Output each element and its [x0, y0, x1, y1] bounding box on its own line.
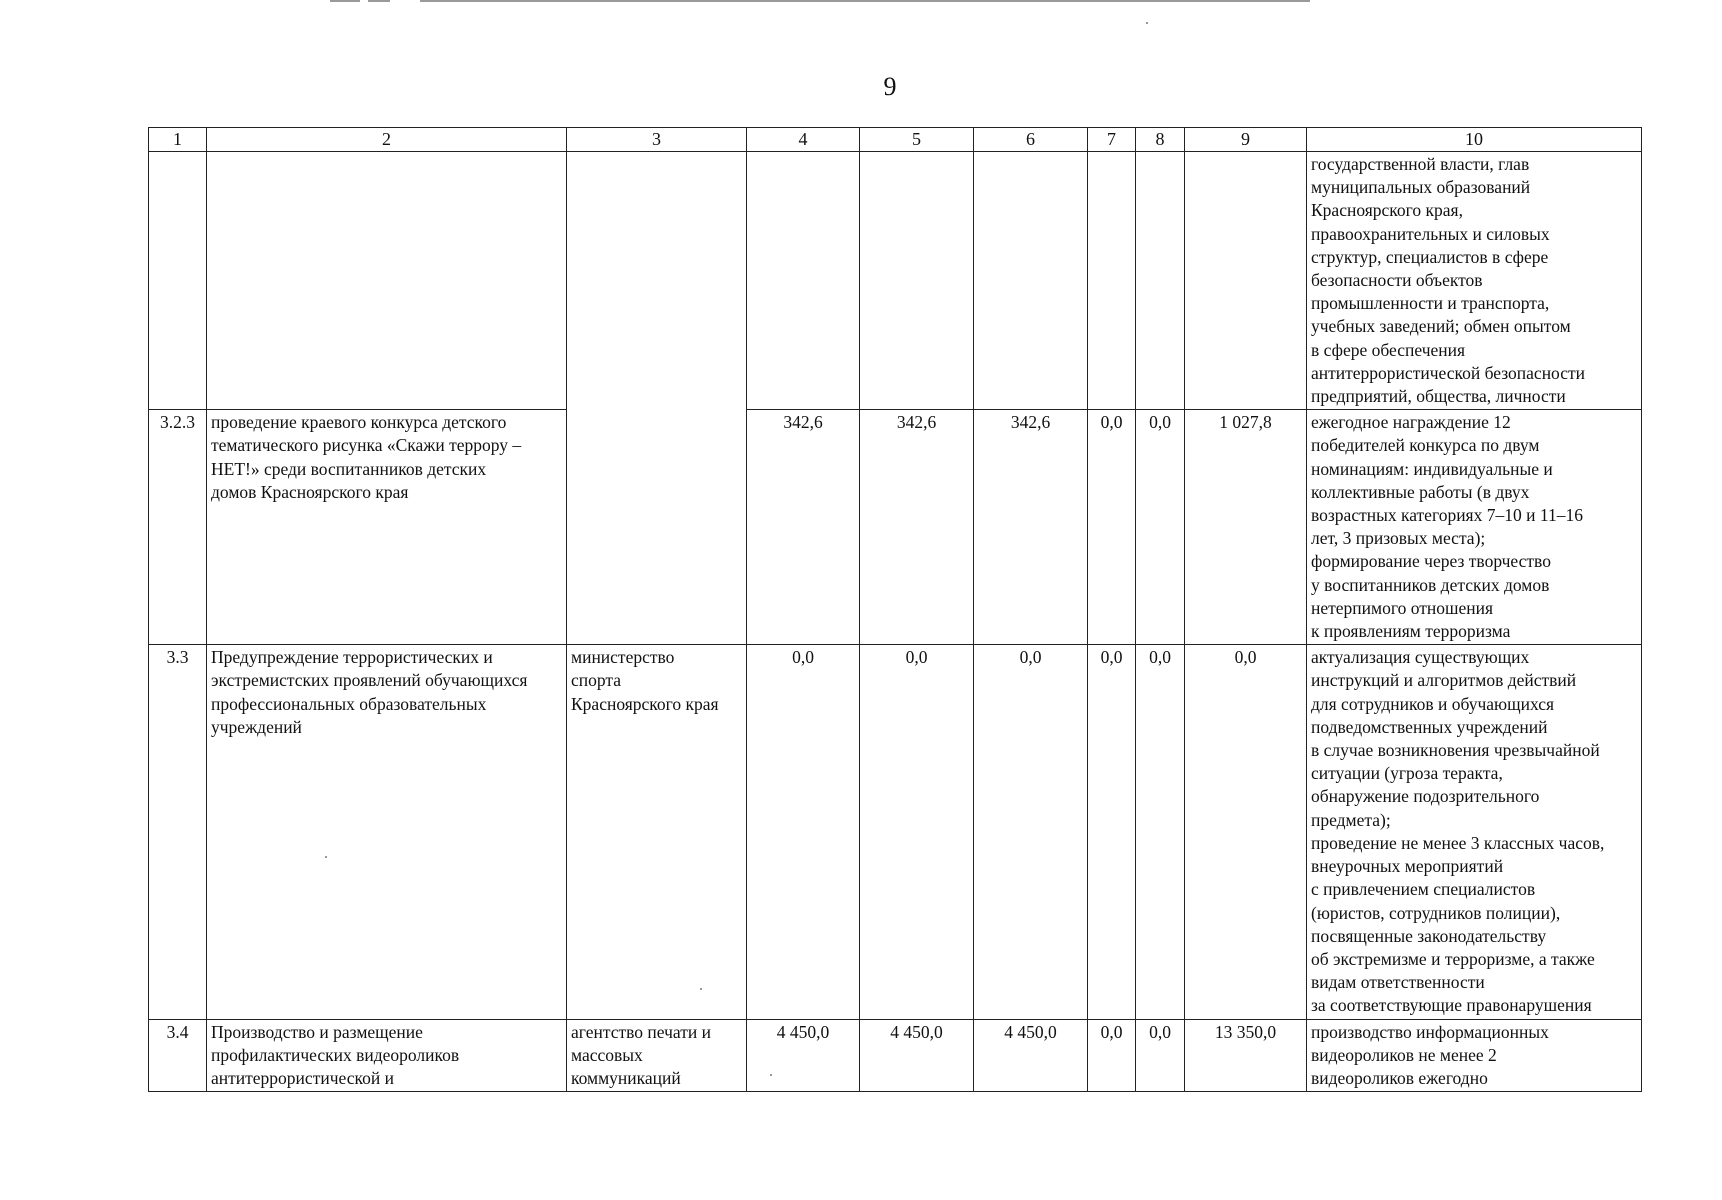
- executor-cell: [567, 645, 747, 1019]
- table-cell: [747, 152, 860, 410]
- column-header: 4: [747, 128, 860, 152]
- total-cell: 0,0: [1185, 645, 1307, 1019]
- value-cell: 342,6: [747, 410, 860, 645]
- value-cell: 0,0: [1136, 1019, 1185, 1092]
- cell-line: видам ответственности: [1311, 972, 1485, 993]
- cell-line: проведение не менее 3 классных часов,: [1311, 832, 1605, 853]
- cell-line: структур, специалистов в сфере: [1311, 246, 1549, 267]
- table-cell: [974, 152, 1088, 410]
- value-cell: 4 450,0: [747, 1019, 860, 1092]
- data-table: [148, 127, 1642, 1092]
- row-number: 3.4: [149, 1019, 207, 1092]
- cell-line: коллективные работы (в двух: [1311, 481, 1530, 502]
- cell-line: ситуации (угроза теракта,: [1311, 763, 1503, 784]
- cell-line: ежегодное награждение 12: [1311, 412, 1511, 433]
- table-row: [149, 152, 1642, 410]
- table-cell: [207, 152, 567, 410]
- cell-line: антитеррористической и: [211, 1067, 394, 1088]
- column-header: 8: [1136, 128, 1185, 152]
- result-cell: [1307, 1019, 1642, 1092]
- table-cell: [567, 152, 747, 410]
- scan-artifact: [1146, 22, 1148, 24]
- page-number: 9: [883, 72, 897, 101]
- cell-line: предприятий, общества, личности: [1311, 386, 1566, 407]
- cell-line: возрастных категориях 7–10 и 11–16: [1311, 505, 1583, 526]
- cell-line: лет, 3 призовых места);: [1311, 528, 1486, 549]
- cell-line: домов Красноярского края: [211, 481, 409, 502]
- cell-line: для сотрудников и обучающихся: [1311, 693, 1555, 714]
- cell-line: правоохранительных и силовых: [1311, 223, 1550, 244]
- value-cell: 0,0: [974, 645, 1088, 1019]
- executor-cell: [567, 410, 747, 645]
- cell-line: министерство: [571, 647, 675, 668]
- cell-line: предмета);: [1311, 809, 1391, 830]
- cell-line: Красноярского края: [571, 693, 719, 714]
- cell-line: Красноярского края,: [1311, 200, 1463, 221]
- cell-line: посвященные законодательству: [1311, 925, 1547, 946]
- cell-line: обнаружение подозрительного: [1311, 786, 1540, 807]
- result-cell: [1307, 645, 1642, 1019]
- column-header: 5: [860, 128, 974, 152]
- scan-artifact: [420, 0, 1310, 2]
- column-header: 6: [974, 128, 1088, 152]
- value-cell: 4 450,0: [974, 1019, 1088, 1092]
- column-header: 9: [1185, 128, 1307, 152]
- column-header: 2: [207, 128, 567, 152]
- cell-line: инструкций и алгоритмов действий: [1311, 670, 1577, 691]
- cell-line: актуализация существующих: [1311, 647, 1530, 668]
- cell-line: нетерпимого отношения: [1311, 597, 1494, 618]
- cell-line: тематического рисунка «Скажи террору –: [211, 435, 522, 456]
- cell-line: промышленности и транспорта,: [1311, 293, 1550, 314]
- cell-line: подведомственных учреждений: [1311, 716, 1548, 737]
- cell-line: к проявлениям терроризма: [1311, 621, 1511, 642]
- table-row: [149, 410, 1642, 645]
- cell-line: учебных заведений; обмен опытом: [1311, 316, 1571, 337]
- cell-line: номинациям: индивидуальные и: [1311, 458, 1553, 479]
- cell-line: массовых: [571, 1044, 643, 1065]
- row-number: 3.2.3: [149, 410, 207, 645]
- value-cell: 0,0: [1136, 410, 1185, 645]
- table-row: [149, 1019, 1642, 1092]
- cell-line: профилактических видеороликов: [211, 1044, 460, 1065]
- cell-line: победителей конкурса по двум: [1311, 435, 1540, 456]
- cell-line: государственной власти, глав: [1311, 154, 1530, 174]
- cell-line: в случае возникновения чрезвычайной: [1311, 740, 1600, 761]
- cell-line: Предупреждение террористических и: [211, 647, 493, 668]
- value-cell: 0,0: [1088, 645, 1136, 1019]
- column-header: 3: [567, 128, 747, 152]
- table-cell: [1136, 152, 1185, 410]
- result-cell: [1307, 410, 1642, 645]
- cell-line: антитеррористической безопасности: [1311, 362, 1586, 383]
- header-row: [149, 128, 1642, 152]
- cell-line: НЕТ!» среди воспитанников детских: [211, 458, 487, 479]
- result-cell: [1307, 152, 1642, 410]
- measure-title-cell: [207, 410, 567, 645]
- cell-line: производство информационных: [1311, 1021, 1549, 1042]
- value-cell: 0,0: [860, 645, 974, 1019]
- cell-line: (юристов, сотрудников полиции),: [1311, 902, 1561, 923]
- table-cell: [860, 152, 974, 410]
- scan-artifact: [330, 0, 360, 2]
- value-cell: 0,0: [1136, 645, 1185, 1019]
- cell-line: Производство и размещение: [211, 1021, 423, 1042]
- row-number: 3.3: [149, 645, 207, 1019]
- table-cell: [1185, 152, 1307, 410]
- value-cell: 0,0: [747, 645, 860, 1019]
- value-cell: 0,0: [1088, 410, 1136, 645]
- cell-line: об экстремизме и терроризме, а также: [1311, 948, 1595, 969]
- measure-title-cell: [207, 645, 567, 1019]
- column-header: 1: [149, 128, 207, 152]
- cell-line: муниципальных образований: [1311, 177, 1531, 198]
- cell-line: с привлечением специалистов: [1311, 879, 1536, 900]
- cell-line: экстремистских проявлений обучающихся: [211, 670, 528, 691]
- value-cell: 342,6: [974, 410, 1088, 645]
- total-cell: 13 350,0: [1185, 1019, 1307, 1092]
- column-header: 7: [1088, 128, 1136, 152]
- value-cell: 4 450,0: [860, 1019, 974, 1092]
- value-cell: 0,0: [1088, 1019, 1136, 1092]
- table-cell: [1088, 152, 1136, 410]
- cell-line: видеороликов ежегодно: [1311, 1067, 1488, 1088]
- cell-line: формирование через творчество: [1311, 551, 1551, 572]
- cell-line: агентство печати и: [571, 1021, 711, 1042]
- cell-line: у воспитанников детских домов: [1311, 574, 1550, 595]
- column-header: 10: [1307, 128, 1642, 152]
- cell-line: безопасности объектов: [1311, 270, 1483, 291]
- value-cell: 342,6: [860, 410, 974, 645]
- table-cell: [149, 152, 207, 410]
- cell-line: коммуникаций: [571, 1067, 681, 1088]
- cell-line: проведение краевого конкурса детского: [211, 412, 507, 433]
- cell-line: профессиональных образовательных: [211, 693, 487, 714]
- measure-title-cell: [207, 1019, 567, 1092]
- cell-line: видеороликов не менее 2: [1311, 1044, 1497, 1065]
- cell-line: за соответствующие правонарушения: [1311, 995, 1592, 1016]
- cell-line: в сфере обеспечения: [1311, 339, 1466, 360]
- scan-artifact: [368, 0, 390, 2]
- executor-cell: [567, 1019, 747, 1092]
- table-row: [149, 645, 1642, 1019]
- cell-line: спорта: [571, 670, 622, 691]
- cell-line: учреждений: [211, 716, 302, 737]
- cell-line: внеурочных мероприятий: [1311, 856, 1504, 877]
- total-cell: 1 027,8: [1185, 410, 1307, 645]
